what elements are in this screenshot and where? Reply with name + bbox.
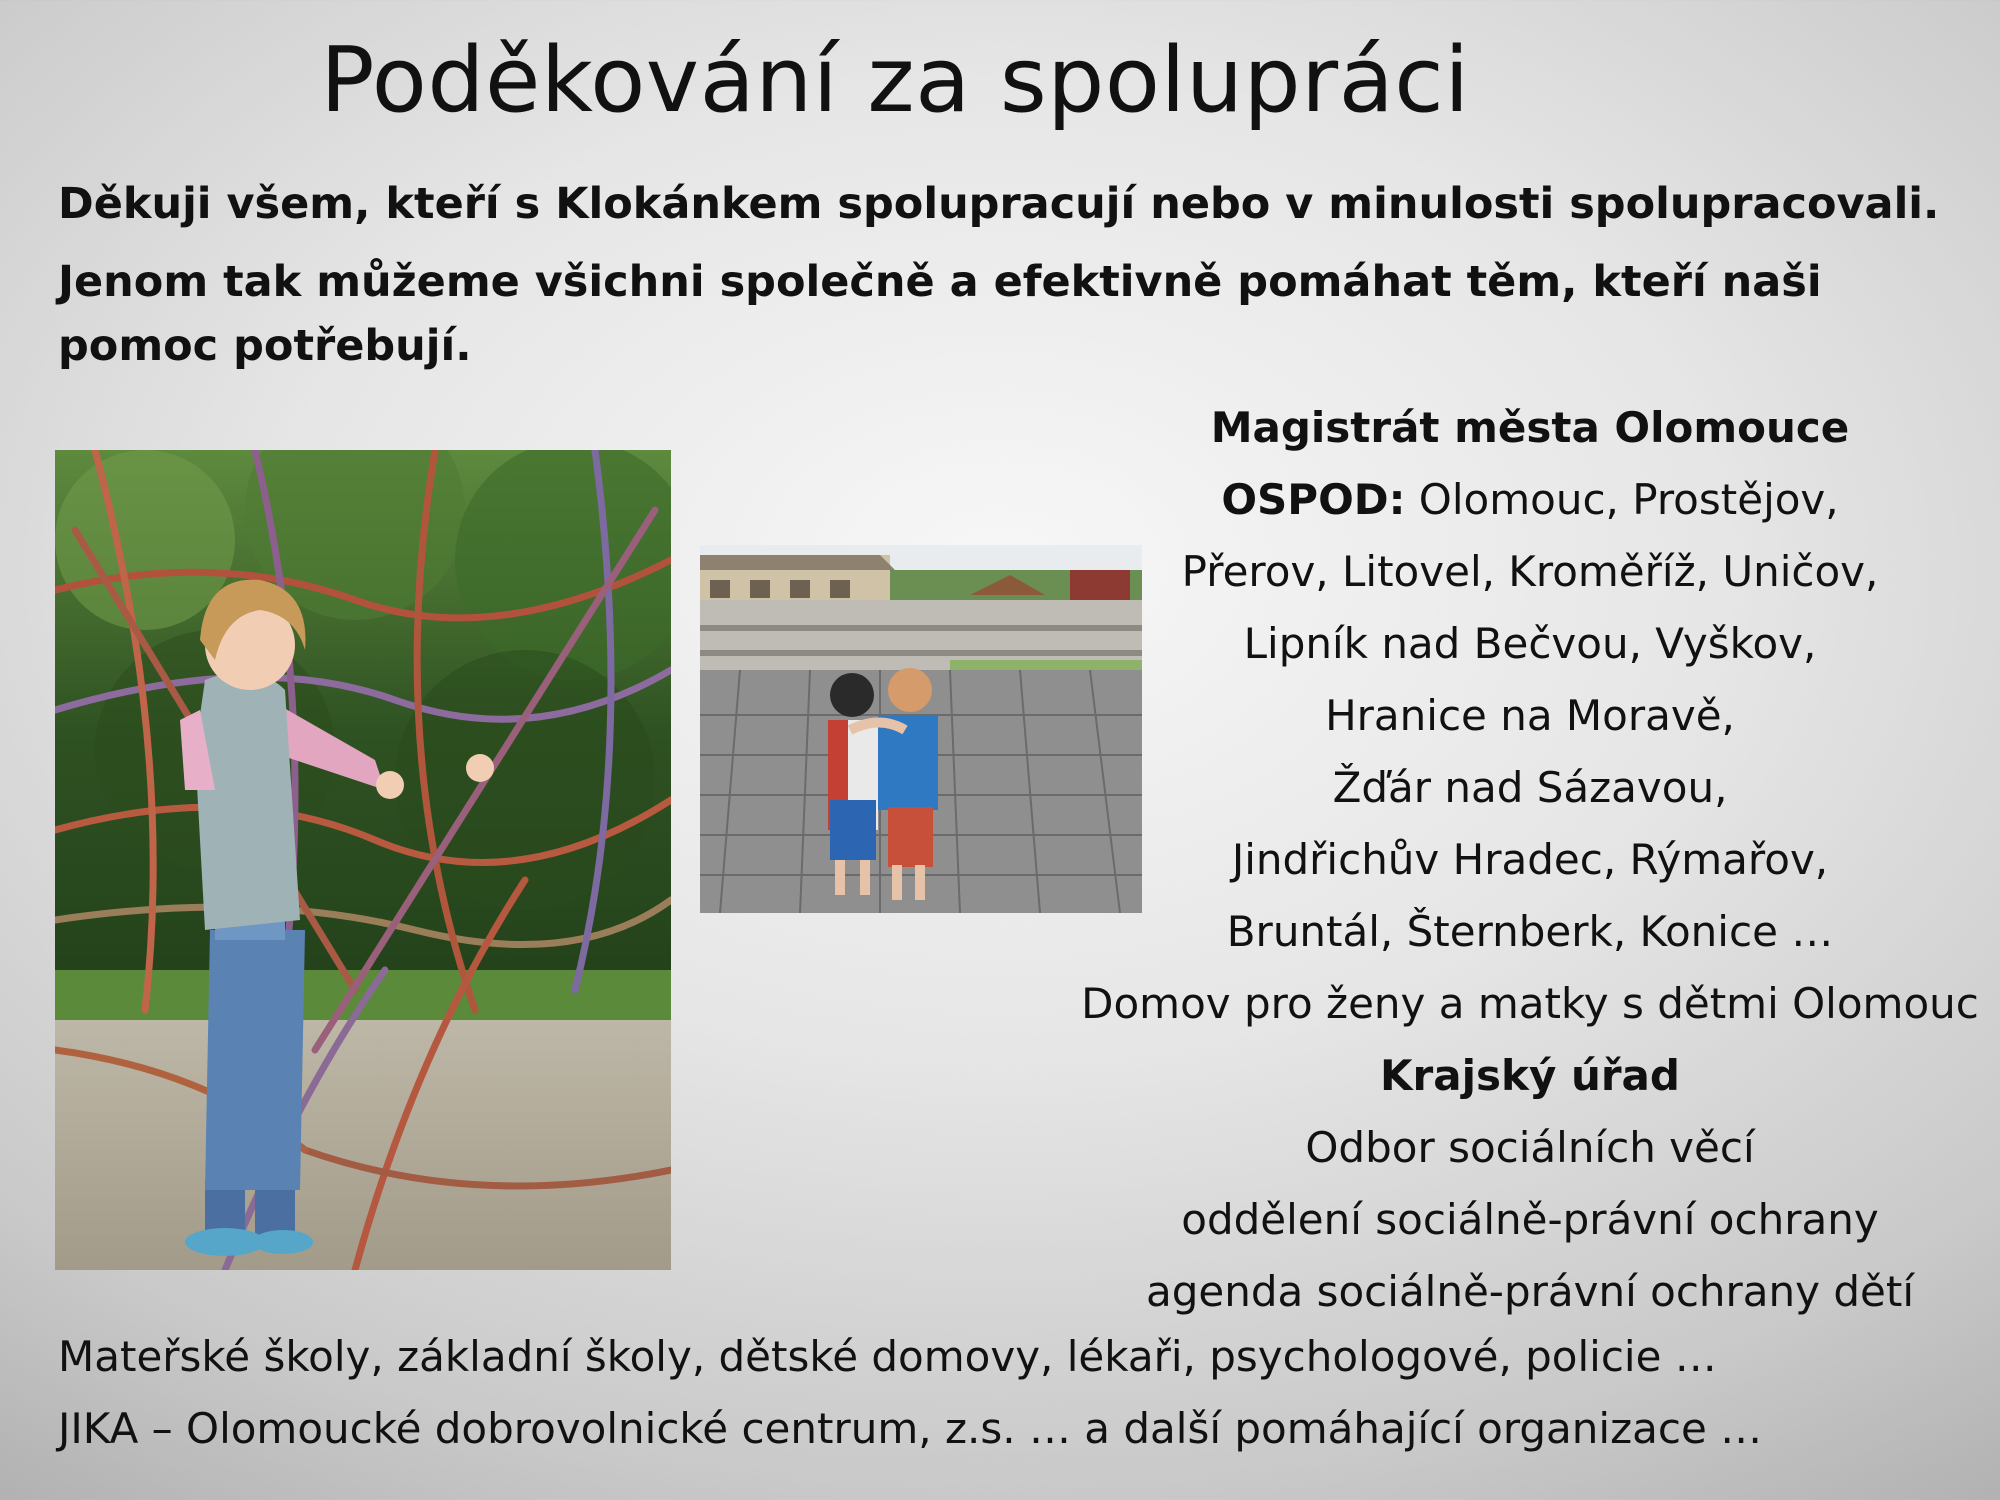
partner-line-12: oddělení sociálně-právní ochrany: [1181, 1195, 1879, 1244]
slide-title: Poděkování za spolupráci: [320, 28, 1470, 133]
partner-line-11: Odbor sociálních věcí: [1305, 1123, 1755, 1172]
partner-line-3: Přerov, Litovel, Kroměříž, Uničov,: [1181, 547, 1879, 596]
intro-line-2: Jenom tak můžeme všichni společně a efektivně pomáhat těm, kteří naši pomoc potřebují.: [58, 257, 1822, 371]
photo-girl-climbing-net: [55, 450, 671, 1270]
partner-line-13: agenda sociálně-právní ochrany dětí: [1146, 1267, 1914, 1316]
partner-line-7: Jindřichův Hradec, Rýmařov,: [1231, 835, 1829, 884]
partner-line-4: Lipník nad Bečvou, Vyškov,: [1243, 619, 1817, 668]
partner-krajsky: Krajský úřad: [1380, 1051, 1680, 1100]
partner-line-8: Bruntál, Šternberk, Konice …: [1226, 907, 1834, 956]
partner-magistrat: Magistrát města Olomouce: [1210, 403, 1850, 452]
bottom-line-2: JIKA – Olomoucké dobrovolnické centrum, z.s. … a další pomáhající organizace …: [58, 1404, 1763, 1453]
ospod-label: OSPOD:: [1221, 475, 1406, 524]
partner-ospod: [1080, 464, 1980, 536]
bottom-line-1: Mateřské školy, základní školy, dětské domovy, lékaři, psychologové, policie …: [58, 1332, 1717, 1381]
intro-line-1: Děkuji všem, kteří s Klokánkem spolupracují nebo v minulosti spolupracovali.: [58, 179, 1940, 229]
ospod-list: Olomouc, Prostějov,: [1405, 475, 1839, 524]
partner-line-9: Domov pro ženy a matky s dětmi Olomouc: [1081, 979, 1979, 1028]
partner-line-6: Žďár nad Sázavou,: [1332, 763, 1728, 812]
partner-line-5: Hranice na Moravě,: [1325, 691, 1735, 740]
photo-two-children-station: [700, 545, 1142, 913]
